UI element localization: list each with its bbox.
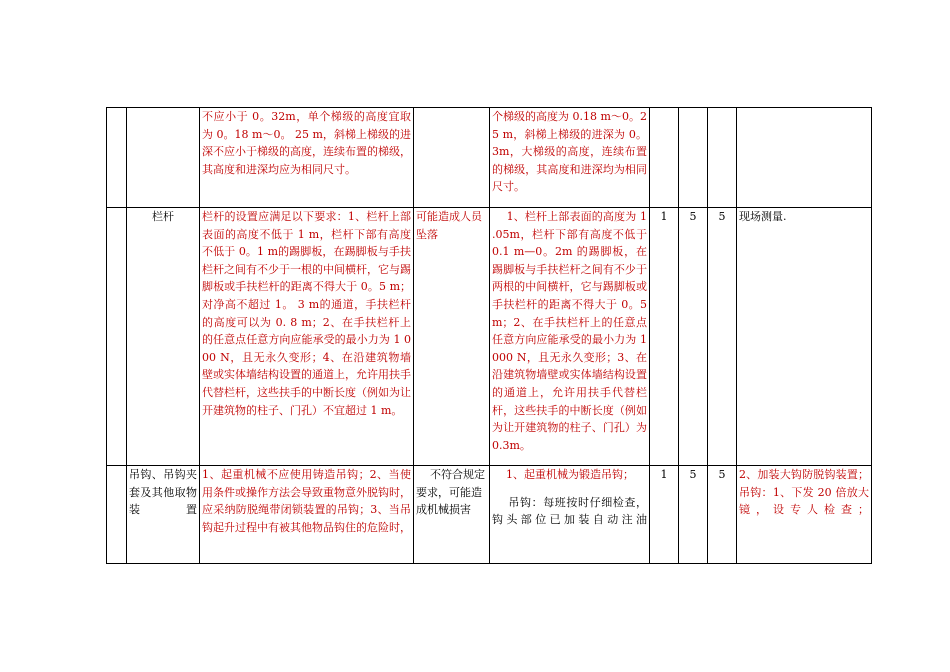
- item-label: 吊钩、吊钩夹套及其他取物装置: [129, 468, 197, 517]
- index-cell: [107, 108, 127, 208]
- table-row: [107, 466, 872, 564]
- item-cell: [127, 108, 200, 208]
- score-l-cell: [650, 108, 679, 208]
- table-row: [107, 208, 872, 466]
- current-status-cell: [490, 208, 650, 466]
- current-status-text: 1、起重机械为锻造吊钩；: [492, 468, 634, 481]
- current-status-text-2: 吊钩：每班按时仔细检查，钩头部位已加装自动注油: [492, 495, 647, 527]
- consequence-cell: [414, 466, 490, 564]
- score-e-cell: [679, 108, 708, 208]
- measures-text: 2、加装大钩防脱钩装置；吊钩：1、下发 20 倍放大镜，设专人检查；: [739, 468, 869, 517]
- score-c-cell: [708, 108, 737, 208]
- score-c-cell: 5: [708, 208, 737, 466]
- score-e-cell: 5: [679, 208, 708, 466]
- consequence-cell: [414, 208, 490, 466]
- requirement-cell: [200, 108, 414, 208]
- table-row: [107, 108, 872, 208]
- score-c-cell: 5: [708, 466, 737, 564]
- current-status-cell: [490, 108, 650, 208]
- item-cell: [127, 466, 200, 564]
- measures-cell: [737, 108, 872, 208]
- index-cell: [107, 466, 127, 564]
- current-status-text: 1、栏杆上部表面的高度为 1 .05m，栏杆下部有高度不低于 0.1 m—0。2m 的踢脚板，在踢脚板与手扶栏杆之间有不少于两根的中间横杆，它与踢脚板或手扶栏杆的距离不得大于 0。5 m；2、在手扶栏杆上的任意点任意方向应能承受的最小力为 1 000 N，且无永久变形；3、在沿建筑物墙壁或实体墙结构设置的通道上，允许用扶手代替栏杆，这些扶手的中断长度（例如为让开建筑物的柱子、门孔）为 0.3m。: [492, 210, 651, 452]
- score-l-cell: 1: [650, 466, 679, 564]
- score-l-cell: 1: [650, 208, 679, 466]
- item-label: 栏杆: [152, 210, 174, 223]
- requirement-text: 1、起重机械不应使用铸造吊钩；2、当使用条件或操作方法会导致重物意外脱钩时，应采纳防脱绳带闭锁装置的吊钩；3、当吊钩起升过程中有被其他物品钩住的危险时，: [202, 468, 411, 534]
- current-status-cell: [490, 466, 650, 564]
- requirement-cell: [200, 466, 414, 564]
- consequence-cell: [414, 108, 490, 208]
- requirement-text: 栏杆的设置应满足以下要求：1、栏杆上部表面的高度不低于 1 m，栏杆下部有高度不低于 0。1 m的踢脚板，在踢脚板与手扶栏杆之间有不少于一根的中间横杆，它与踢脚板或手扶栏杆的距离不得大于 0。5 m；对净高不超过 1。 3 m的通道，手扶栏杆的高度可以为 0. 8 m；2、在手扶栏杆上的任意点任意方向应能承受的最小力为 1 000 N，且无永久变形；4、在沿建筑物墙壁或实体墙结构设置的通道上，允许用扶手代替栏杆，这些扶手的中断长度（例如为让开建筑物的柱子、门孔）不宜超过 1 m。: [202, 210, 411, 417]
- requirement-cell: [200, 208, 414, 466]
- requirement-text: 不应小于 0。32m，单个梯级的高度宜取为 0。18 m～0。 25 m，斜梯上梯级的进深不应小于梯级的高度，连续布置的梯级，其高度和进深均应为相同尺寸。: [202, 110, 411, 176]
- measures-text: 现场测量.: [739, 210, 787, 223]
- consequence-text: 不符合规定要求，可能造成机械损害: [416, 468, 485, 517]
- current-status-text: 个梯级的高度为 0.18 m～0。25 m，斜梯上梯级的进深为 0。3m，大梯级的高度，连续布置的梯级，其高度和进深均为相同尺寸。: [492, 110, 647, 194]
- index-cell: [107, 208, 127, 466]
- measures-cell: [737, 208, 872, 466]
- item-cell: [127, 208, 200, 466]
- measures-cell: [737, 466, 872, 564]
- hazard-assessment-table: [106, 107, 872, 564]
- consequence-text: 可能造成人员坠落: [416, 210, 482, 241]
- score-e-cell: 5: [679, 466, 708, 564]
